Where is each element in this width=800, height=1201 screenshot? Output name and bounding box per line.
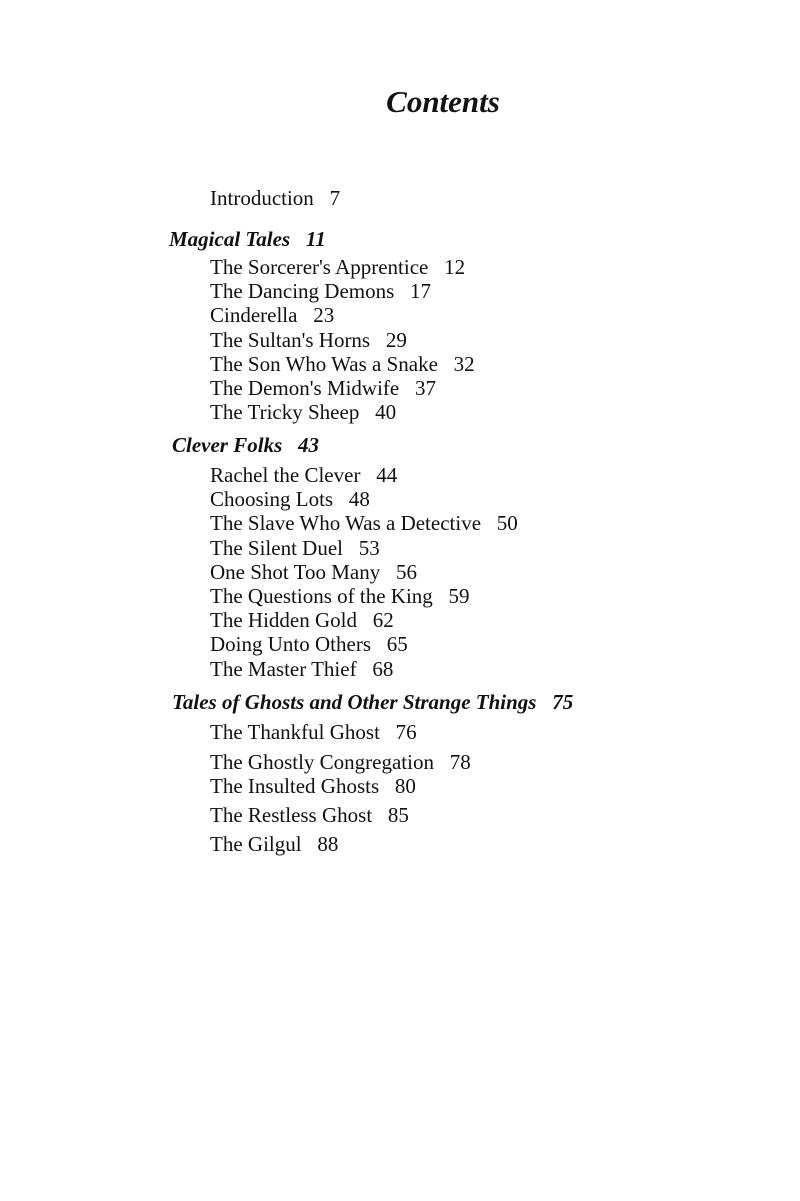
toc-page-number: 68 [372,656,394,681]
toc-page-number: 88 [317,832,339,856]
toc-entry[interactable] [210,536,518,560]
toc-entry-title: Introduction [210,186,314,210]
toc-entry-title: One Shot Too Many [210,559,381,584]
section-title: Tales of Ghosts and Other Strange Things [172,690,537,714]
toc-entry-title: The Sorcerer's Apprentice [210,255,429,279]
toc-entry[interactable] [210,750,471,775]
page-title: Contents [386,84,500,119]
toc-entry[interactable] [210,832,338,857]
toc-entry[interactable] [210,400,475,424]
toc-page-number: 78 [449,750,471,774]
toc-entry-title: The Ghostly Congregation [210,750,434,774]
toc-page-number: 85 [387,803,409,827]
toc-entry-title: Cinderella [210,303,298,328]
toc-entry-title: The Silent Duel [210,535,343,560]
section-heading-tales-of-ghosts[interactable] [172,690,573,715]
section-page-number: 75 [552,690,574,714]
toc-page-number: 32 [453,351,475,376]
toc-entry[interactable] [210,511,518,535]
toc-entry[interactable] [210,803,409,828]
toc-page-number: 56 [395,559,417,584]
toc-entry[interactable] [210,774,416,799]
toc-page-number: 17 [410,279,432,304]
toc-list-magical-tales [210,255,475,424]
section-page-number: 11 [305,227,326,251]
toc-page-number: 12 [444,255,466,279]
toc-entry-title: The Slave Who Was a Detective [210,511,482,536]
section-heading-magical-tales[interactable] [169,227,326,252]
toc-entry[interactable] [210,487,518,511]
toc-page-number: 7 [329,186,341,210]
toc-entry[interactable] [210,279,475,303]
toc-entry-title: The Sultan's Horns [210,327,371,352]
toc-page-number: 23 [313,303,335,328]
toc-entry[interactable] [210,584,518,608]
toc-entry-title: Doing Unto Others [210,632,371,657]
toc-page-number: 29 [385,327,407,352]
section-title: Clever Folks [172,433,283,457]
toc-page-number: 62 [372,608,394,633]
section-title: Magical Tales [169,227,291,251]
toc-entry[interactable] [210,303,475,327]
toc-page-number: 50 [496,511,518,536]
toc-page-number: 80 [394,774,416,798]
toc-page-number: 53 [358,535,380,560]
toc-entry-introduction[interactable] [210,186,340,211]
toc-page-number: 40 [375,400,397,425]
toc-entry-title: The Son Who Was a Snake [210,351,438,376]
toc-page-number: 76 [395,720,417,744]
toc-entry-title: The Insulted Ghosts [210,774,380,798]
toc-entry[interactable] [210,608,518,632]
toc-entry-title: Rachel the Clever [210,463,361,487]
toc-page-number: 65 [386,632,408,657]
toc-entry-title: The Demon's Midwife [210,376,400,401]
toc-entry[interactable] [210,376,475,400]
toc-entry-title: Choosing Lots [210,487,334,512]
toc-entry[interactable] [210,560,518,584]
section-page-number: 43 [298,433,319,457]
toc-page-number: 44 [376,463,398,487]
toc-entry-title: The Thankful Ghost [210,720,380,744]
toc-page-number: 48 [348,487,370,512]
toc-entry[interactable] [210,463,518,487]
toc-page-number: 37 [415,376,436,401]
toc-entry[interactable] [210,352,475,376]
toc-entry[interactable] [210,328,475,352]
toc-entry-title: The Hidden Gold [210,608,357,633]
toc-entry-title: The Questions of the King [210,584,433,609]
toc-entry[interactable] [210,720,417,745]
toc-entry[interactable] [210,632,518,656]
toc-page-number: 59 [448,584,470,609]
toc-entry[interactable] [210,255,475,279]
toc-entry-title: The Restless Ghost [210,803,373,827]
toc-entry-title: The Master Thief [210,656,357,681]
toc-entry-title: The Gilgul [210,832,302,856]
section-heading-clever-folks[interactable] [172,433,319,458]
toc-entry[interactable] [210,657,518,681]
toc-entry-title: The Dancing Demons [210,279,395,304]
toc-list-clever-folks [210,463,518,681]
toc-entry-title: The Tricky Sheep [210,400,360,425]
